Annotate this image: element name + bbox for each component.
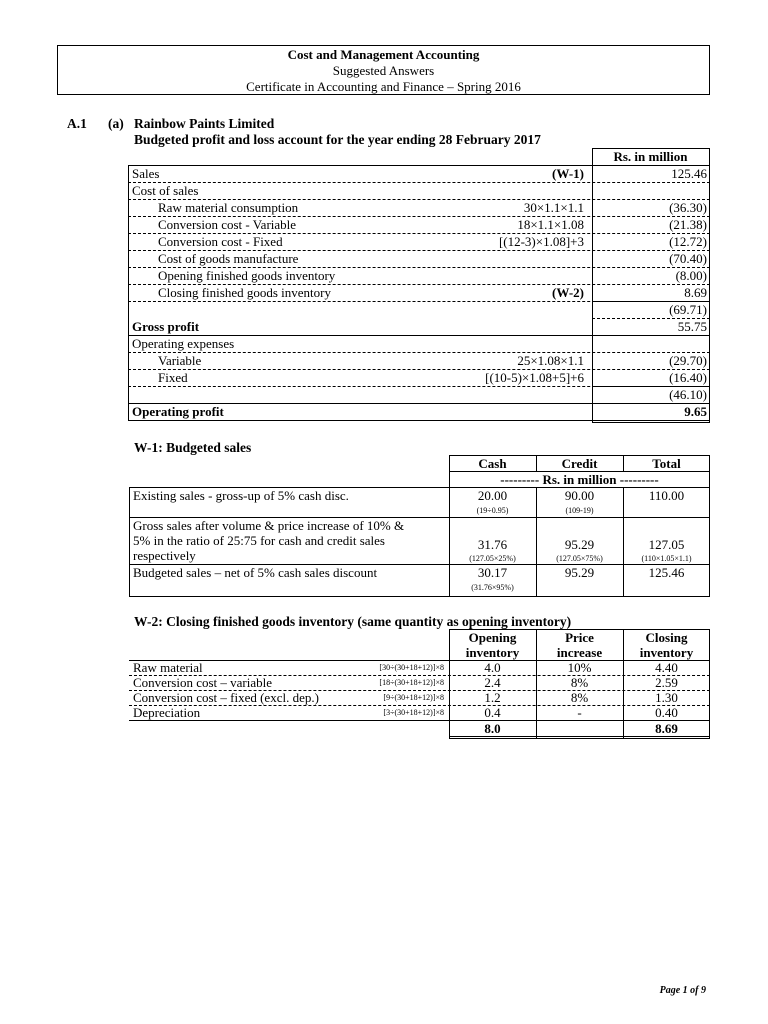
row-value: (12.72)	[669, 234, 707, 249]
row-label: Operating profit	[132, 404, 224, 419]
opening-value: 1.2	[484, 690, 501, 705]
page-number: Page 1 of 9	[659, 985, 706, 996]
table-rule	[128, 182, 710, 183]
row-label: Operating expenses	[132, 336, 235, 351]
closing-value: 4.40	[655, 660, 678, 675]
row-value: (36.30)	[669, 200, 707, 215]
row-label: Conversion cost - Variable	[158, 217, 297, 232]
row-label: Depreciation	[133, 705, 201, 720]
table-row	[128, 199, 710, 216]
table-rule	[128, 165, 129, 420]
table-rule	[128, 284, 710, 285]
row-calc: [30÷(30+18+12)]×8	[379, 663, 444, 672]
unit-header: Rs. in million	[613, 149, 688, 164]
cash-note: (31.76×95%)	[471, 583, 514, 592]
table-rule	[128, 335, 710, 336]
table-rule	[129, 487, 130, 596]
table-row	[128, 216, 710, 233]
row-label: Fixed	[158, 370, 188, 385]
row-value: (29.70)	[669, 353, 707, 368]
row-label: Closing finished goods inventory	[158, 285, 331, 300]
table-rule	[449, 736, 710, 737]
opening-total: 8.0	[484, 721, 501, 736]
cash-note: (127.05×25%)	[469, 554, 516, 563]
table-row	[128, 386, 710, 403]
table-rule	[449, 471, 710, 472]
closing-total: 8.69	[655, 721, 678, 736]
credit-note: (109-19)	[565, 506, 594, 515]
table-rule	[536, 455, 537, 471]
table-rule	[128, 352, 710, 353]
table-row	[128, 352, 710, 369]
table-rule	[623, 629, 624, 738]
table-row	[128, 233, 710, 250]
table-rule	[536, 629, 537, 738]
table-rule	[536, 487, 537, 596]
table-rule	[128, 250, 710, 251]
row-calc: [9÷(30+18+12)]×8	[383, 693, 444, 702]
price-value: 8%	[570, 690, 589, 705]
table-rule	[449, 738, 710, 739]
row-value: 9.65	[684, 404, 707, 419]
row-label: Variable	[158, 353, 202, 368]
col-header-closing: Closing	[645, 630, 688, 645]
row-label: Budgeted sales – net of 5% cash sales discount	[133, 565, 378, 580]
row-calc: [18÷(30+18+12)]×8	[379, 678, 444, 687]
row-calc: [3÷(30+18+12)]×8	[383, 708, 444, 717]
table-rule	[592, 422, 710, 423]
total-value: 127.05	[648, 537, 685, 552]
row-calc: (W-1)	[551, 166, 584, 181]
table-row	[128, 369, 710, 386]
table-rule	[128, 403, 710, 404]
table-rule	[128, 420, 710, 421]
cash-value: 20.00	[477, 488, 508, 503]
cash-note: (19÷0.95)	[476, 506, 509, 515]
w2-title: W-2: Closing finished goods inventory (same quantity as opening inventory)	[134, 614, 572, 629]
table-rule	[592, 386, 710, 387]
row-value: 125.46	[671, 166, 707, 181]
unit-header-row	[128, 148, 710, 165]
header-box	[57, 45, 710, 95]
table-rule	[592, 148, 710, 149]
row-label-line1: Gross sales after volume & price increase of 10% &	[133, 518, 405, 533]
opening-value: 0.4	[484, 705, 501, 720]
row-label-line2: 5% in the ratio of 25:75 for cash and credit sales	[133, 533, 385, 548]
col-header-price: Price	[565, 630, 594, 645]
credit-value: 90.00	[564, 488, 595, 503]
table-rule	[709, 148, 710, 422]
total-value: 110.00	[648, 488, 685, 503]
row-label: Conversion cost - Fixed	[158, 234, 283, 249]
table-row	[128, 403, 710, 420]
total-value: 125.46	[648, 565, 685, 580]
row-calc: 30×1.1×1.1	[523, 200, 584, 215]
closing-value: 0.40	[655, 705, 678, 720]
table-rule	[592, 301, 710, 302]
table-row	[128, 182, 710, 199]
document-title: Cost and Management Accounting	[287, 47, 480, 62]
table-rule	[128, 267, 710, 268]
price-value: 8%	[570, 675, 589, 690]
row-label-line3: respectively	[133, 548, 196, 563]
col-header-credit: Credit	[561, 456, 598, 471]
row-label: Existing sales - gross-up of 5% cash disc.	[133, 488, 349, 503]
document-subtitle: Suggested Answers	[332, 63, 435, 78]
price-value: -	[577, 705, 582, 720]
row-value: (46.10)	[669, 387, 707, 402]
row-calc: (W-2)	[551, 285, 584, 300]
unit-header: --------- Rs. in million ---------	[500, 472, 659, 487]
price-value: 10%	[567, 660, 592, 675]
table-rule	[128, 165, 710, 166]
table-rule	[128, 233, 710, 234]
table-rule	[449, 455, 710, 456]
col-header-closing-2: inventory	[639, 645, 694, 660]
table-rule	[128, 199, 710, 200]
table-row	[128, 335, 710, 352]
row-label: Cost of sales	[132, 183, 199, 198]
table-rule	[449, 629, 450, 738]
credit-value: 95.29	[564, 537, 595, 552]
total-note: (110×1.05×1.1)	[641, 554, 692, 563]
closing-value: 1.30	[655, 690, 678, 705]
row-value: (70.40)	[669, 251, 707, 266]
opening-value: 4.0	[484, 660, 501, 675]
table-rule	[128, 216, 710, 217]
table-rule	[592, 318, 710, 319]
row-label: Gross profit	[132, 319, 200, 334]
row-label: Sales	[132, 166, 160, 181]
table-rule	[129, 596, 710, 597]
row-label: Conversion cost – fixed (excl. dep.)	[133, 690, 319, 705]
company-name: Rainbow Paints Limited	[134, 116, 275, 131]
exam-name: Certificate in Accounting and Finance – Spring 2016	[246, 79, 521, 94]
row-calc: [(10-5)×1.08+5]+6	[485, 370, 584, 385]
row-value: (21.38)	[669, 217, 707, 232]
row-calc: [(12-3)×1.08]+3	[498, 234, 584, 249]
row-value: 55.75	[677, 319, 707, 334]
col-header-total: Total	[652, 456, 681, 471]
table-rule	[592, 148, 593, 422]
row-label: Cost of goods manufacture	[158, 251, 299, 266]
table-rule	[623, 455, 624, 471]
table-rule	[709, 455, 710, 596]
row-label: Raw material	[133, 660, 203, 675]
row-calc: 25×1.08×1.1	[517, 353, 584, 368]
row-value: (16.40)	[669, 370, 707, 385]
table-rule	[128, 369, 710, 370]
question-part: (a)	[108, 116, 124, 131]
table-rule	[449, 455, 450, 596]
table-row	[128, 284, 710, 301]
row-label: Opening finished goods inventory	[158, 268, 336, 283]
opening-value: 2.4	[484, 675, 501, 690]
col-header-opening-2: inventory	[465, 645, 520, 660]
closing-value: 2.59	[655, 675, 678, 690]
table-row	[128, 267, 710, 284]
credit-value: 95.29	[564, 565, 595, 580]
row-value: 8.69	[684, 285, 707, 300]
table-rule	[623, 487, 624, 596]
row-value: (8.00)	[675, 268, 707, 283]
table-rule	[449, 629, 710, 630]
col-header-cash: Cash	[478, 456, 507, 471]
table-row	[128, 165, 710, 182]
table-rule	[709, 629, 710, 738]
cash-value: 30.17	[477, 565, 508, 580]
row-calc: 18×1.1×1.08	[517, 217, 584, 232]
credit-note: (127.05×75%)	[556, 554, 603, 563]
cash-value: 31.76	[477, 537, 508, 552]
row-label: Conversion cost – variable	[133, 675, 272, 690]
question-number: A.1	[67, 116, 87, 131]
statement-title: Budgeted profit and loss account for the year ending 28 February 2017	[134, 132, 541, 147]
table-row	[128, 318, 710, 335]
col-header-opening: Opening	[468, 630, 517, 645]
table-row	[128, 250, 710, 267]
col-header-price-2: increase	[556, 645, 603, 660]
row-label: Raw material consumption	[158, 200, 299, 215]
row-value: (69.71)	[669, 302, 707, 317]
w1-title: W-1: Budgeted sales	[134, 440, 252, 455]
table-row	[128, 301, 710, 318]
